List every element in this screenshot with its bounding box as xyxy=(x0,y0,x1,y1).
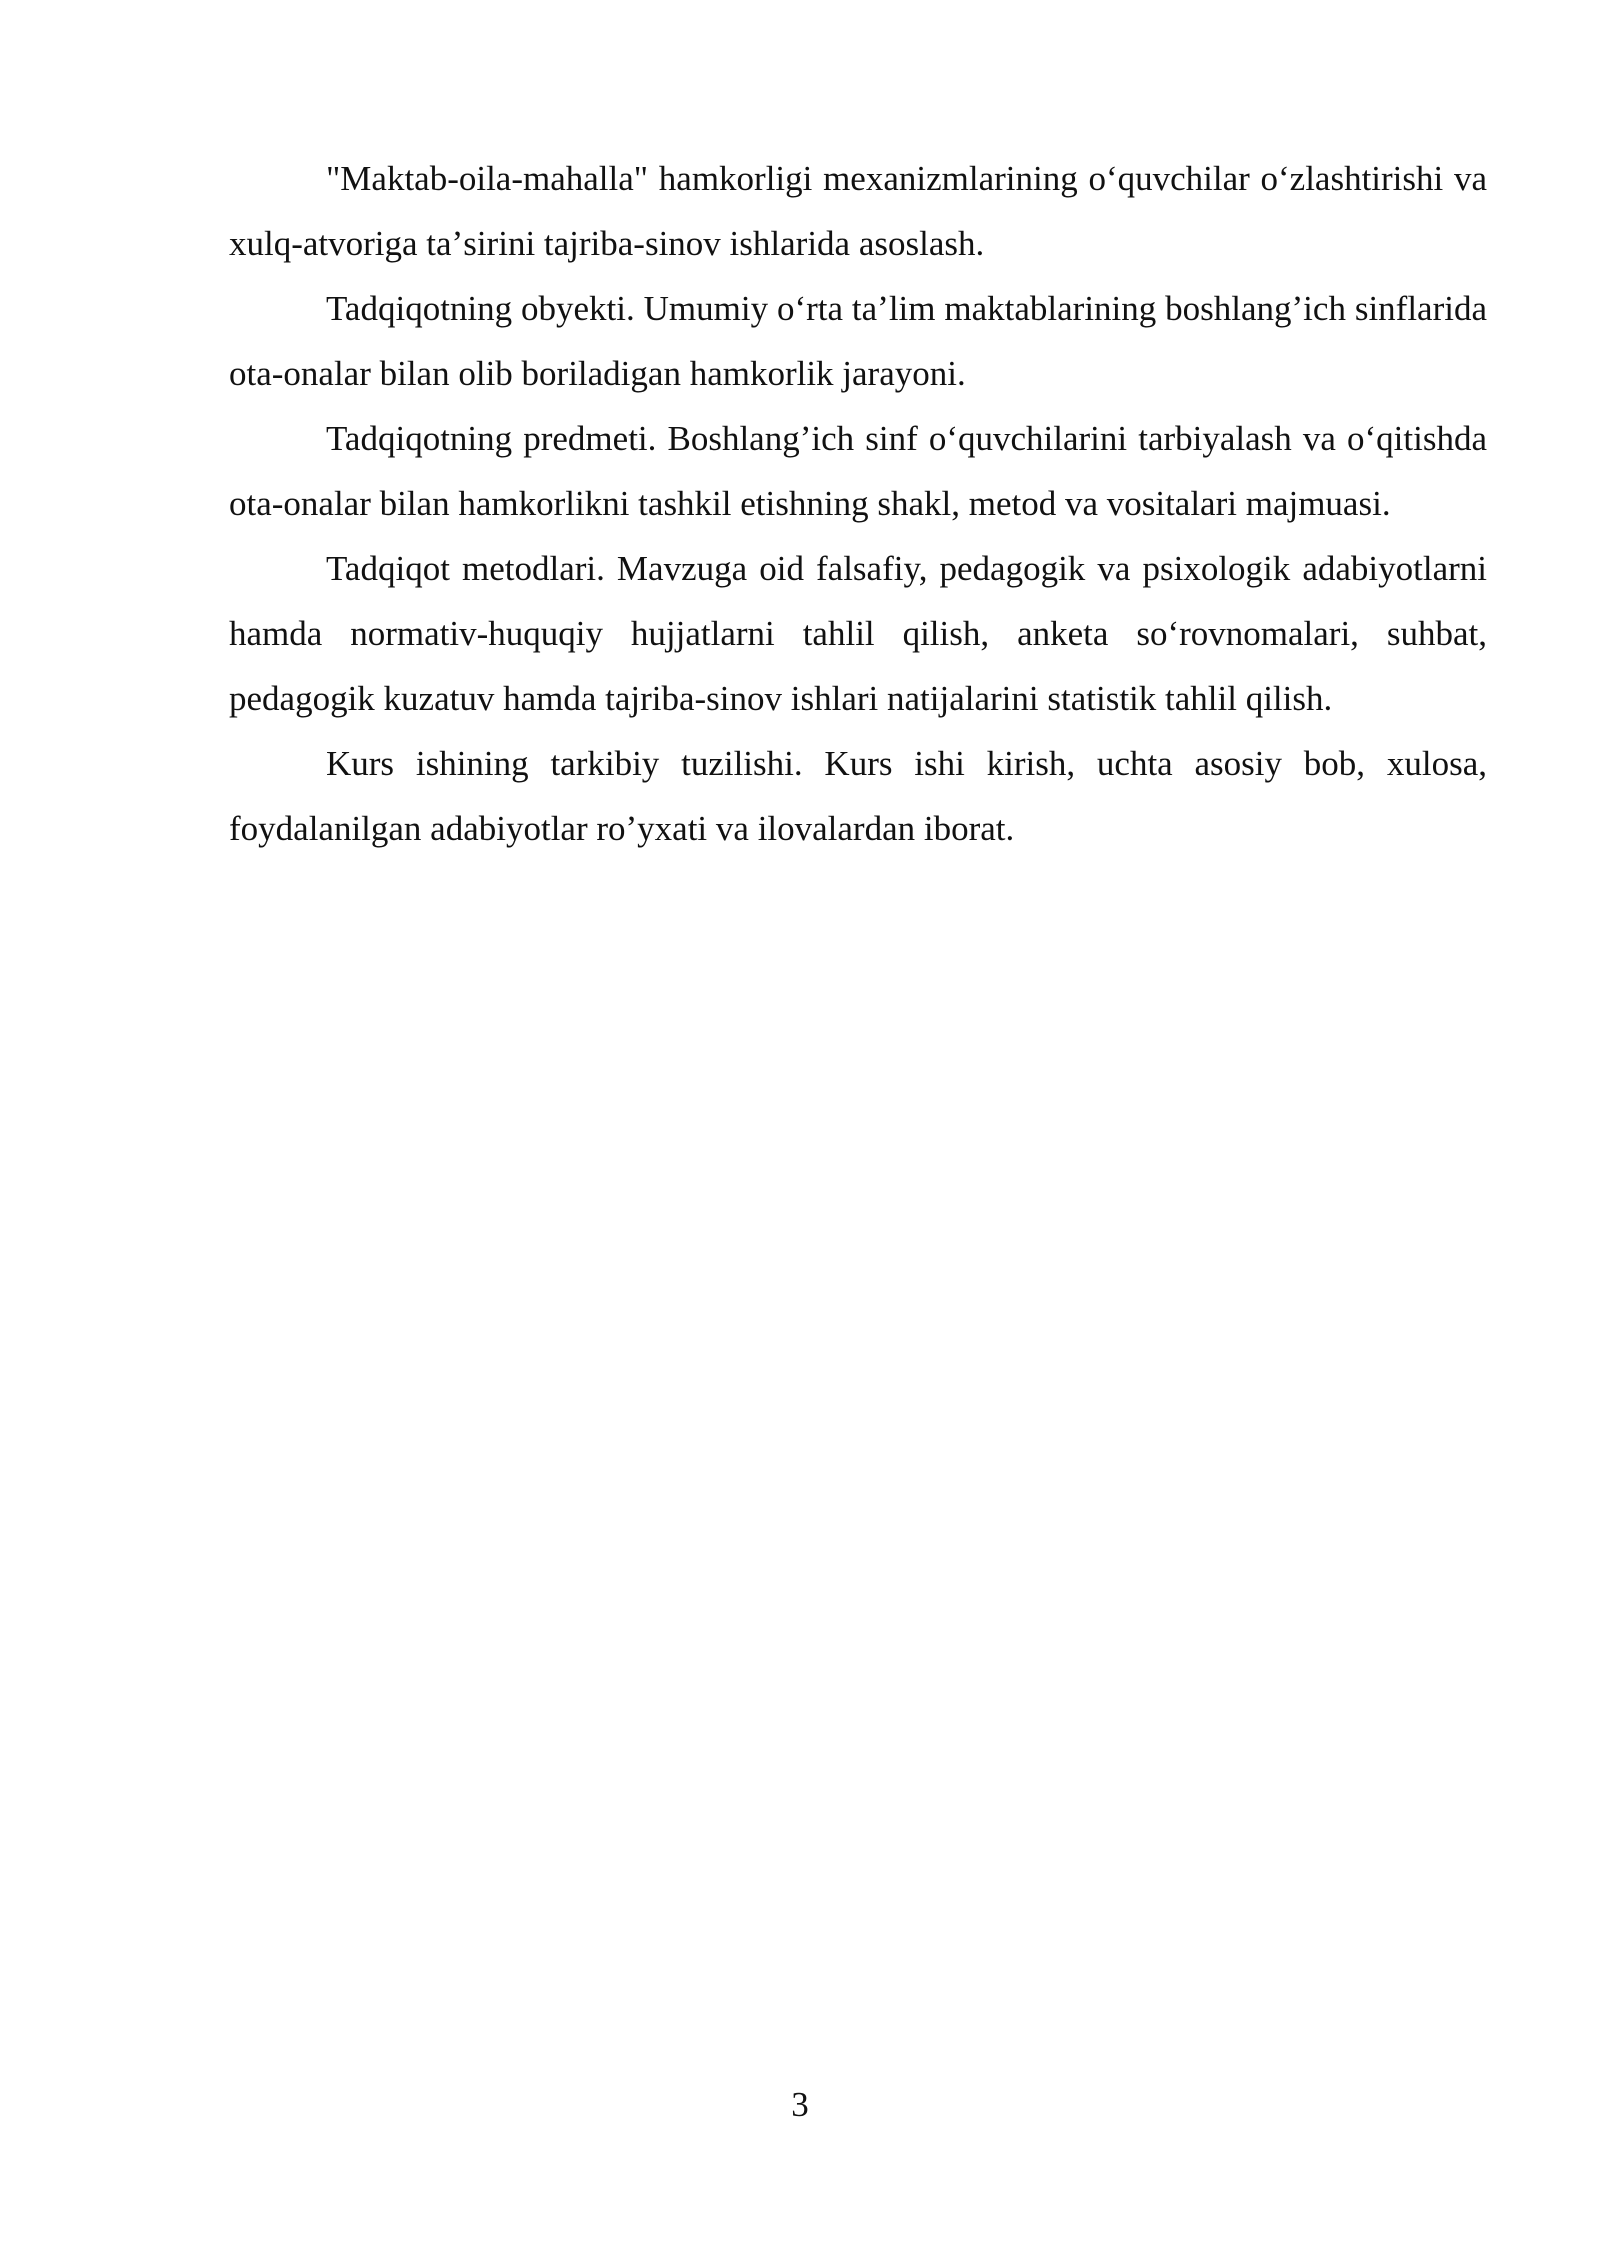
paragraph-research-methods: Tadqiqot metodlari. Mavzuga oid falsafiy, pedagogik va psixologik adabiyotlarni hamda normativ-huquqiy hujjatlarni tahlil qilish, anketa soʻrovnomalari, suhbat, pedagogik kuzatuv hamda tajriba-sinov ishlari natijalarini statistik tahlil qilish. xyxy=(229,549,1487,718)
page-number: 3 xyxy=(791,2085,809,2124)
paragraph-goal: "Maktab-oila-mahalla" hamkorligi mexanizmlarining oʻquvchilar oʻzlashtirishi va xulq-atvoriga taʼsirini tajriba-sinov ishlarida asoslash. xyxy=(229,159,1487,263)
body-text xyxy=(229,146,1487,861)
paragraph-research-subject: Tadqiqotning predmeti. Boshlangʼich sinf oʻquvchilarini tarbiyalash va oʻqitishda ota-onalar bilan hamkorlikni tashkil etishning shakl, metod va vositalari majmuasi. xyxy=(229,419,1487,523)
paragraph-research-object: Tadqiqotning obyekti. Umumiy oʻrta taʼlim maktablarining boshlangʼich sinflarida ota-onalar bilan olib boriladigan hamkorlik jarayoni. xyxy=(229,289,1487,393)
paragraph-structure: Kurs ishining tarkibiy tuzilishi. Kurs ishi kirish, uchta asosiy bob, xulosa, foydalanilgan adabiyotlar roʼyxati va ilovalardan iborat. xyxy=(229,744,1487,848)
